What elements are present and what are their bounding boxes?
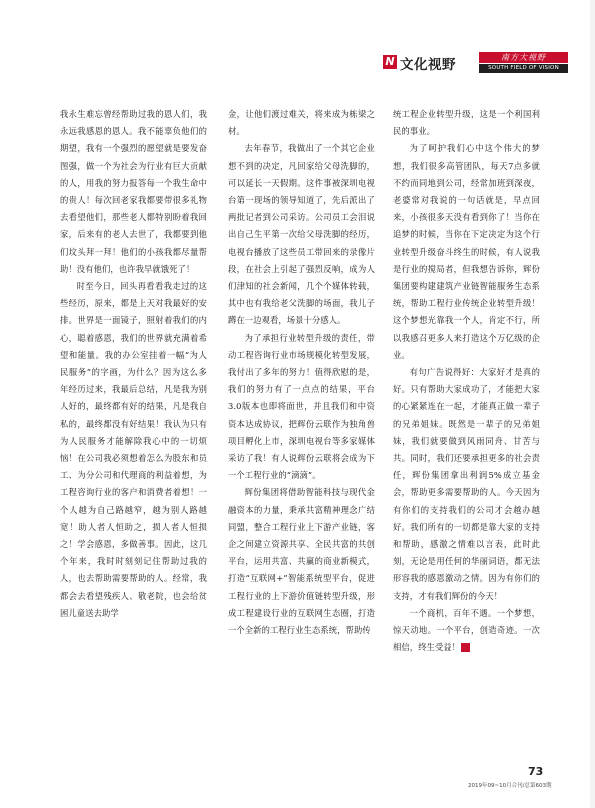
paragraph [393, 605, 540, 657]
text-column-1 [60, 106, 207, 622]
section-header [383, 52, 568, 74]
paragraph-text: 统工程企业转型升级，这是一个利国利民的事业。 [393, 109, 540, 137]
paragraph [393, 364, 540, 605]
page-number: 73 [528, 765, 544, 778]
paragraph-text: 金，让他们渡过难关，将来成为栋梁之材。 [228, 109, 375, 137]
paragraph-text: 为了承担行业转型升级的责任，带动工程咨询行业市场规模化转型发展，我付出了多年的努力！值得欣慰的是，我们的努力有了一点点的结果，平台3.0版本也即将面世，并且我们和中资资本达成协议，把辉份云联作为独角兽项目孵化上市，深圳电视台等多家媒体采访了我！有人说辉份云联将会成为下一个工程行业的“滴滴”。 [228, 332, 375, 481]
paragraph [393, 140, 540, 364]
paragraph-text: 一个商机，百年不遇。一个梦想，惊天动地。一个平台，创造奇迹。一次相信，终生受益！ [393, 607, 540, 653]
text-column-3 [393, 106, 540, 657]
paragraph [228, 140, 375, 329]
magazine-logo-icon: N [383, 55, 397, 69]
paragraph [228, 484, 375, 639]
paragraph-text: 为了呵护我们心中这个伟大的梦想，我们很多高管团队，每天7点多就不约而同地到公司，经常加班到深夜，老婆常对我说的一句话就是，早点回来，小孩很多天没有看到你了！当你在追梦的时候，当你在下定决定为这个行业转型升级奋斗终生的时候，有人说我是行业的搅局者，但我想告诉你，辉份集团要构建建筑产业链智能服务生态系统，帮助工程行业传统企业转型升级！这个梦想光靠我一个人，肯定不行，所以我感召更多人来打造这个万亿级的企业。 [393, 143, 540, 360]
article-end-icon: N [461, 643, 470, 652]
issue-info: 2019年09~10月合刊/总第603期 [468, 783, 552, 789]
section-title: 文化视野 [400, 57, 456, 73]
paragraph [60, 106, 207, 278]
paragraph [60, 278, 207, 622]
brand-chinese-name: 南方大视野 [479, 52, 568, 63]
paragraph [393, 106, 540, 140]
paragraph-text: 时至今日，回头再看看我走过的这些经历，原来，都是上天对我最好的安排。世界是一面镜子，照射着我们的内心，聪着感恩，我们的世界就充满着希望和能量。我的办公室挂着一幅“为人民服务”的字画，为什么？因为这么多年经历过来，我最后总结，凡是我为别人好的，最终都有好的结果，凡是我自私的，最终都没有好结果！我认为只有为人民服务才能解除我心中的一切烦恼！在公司我必须想着怎么为股东和员工、为分公司和代理商的利益着想，为工程咨询行业的客户和消费者着想！一个人越为自己路越窄，越为别人路越宽！助人者人恒助之，损人者人恒损之！学会感恩，多做善事。因此，这几个年来，我时时刻刻记住帮助过我的人，也去帮助需要帮助的人。经常，我都会去看望残疾人、敬老院，也会给贫困儿童送去助学 [60, 281, 207, 618]
paragraph-text: 辉份集团将借助智能科技与现代金融资本的力量，秉承共富精神理念广结同盟，整合工程行业上下游产业链，客企之间建立资源共享、全民共富的共创平台，运用共富、共赢的商业新模式，打造“互联网+”智能系统型平台，促进工程行业的上下游价值链转型升级，形成工程建设行业的互联网生态圈，打造一个全新的工程行业生态系统，帮助传 [228, 487, 375, 636]
brand-block [479, 52, 568, 73]
brand-english-name: SOUTH FIELD OF VISION [479, 64, 568, 73]
text-column-2 [228, 106, 375, 639]
paragraph [228, 106, 375, 140]
page-edge [590, 0, 595, 808]
paragraph-text: 我永生难忘曾经帮助过我的恩人们，我永远我感恩的恩人。我不能辜负他们的期望，我有一个强烈的愿望就是要发奋图强，做一个为社会为行业有巨大贡献的人，用我的努力报答每一个我生命中的贵人！每次回老家我都要带很多礼物去看望他们，那些老人都特别盼着我回家，后来有的老人去世了，我都要到他们坟头拜一拜！他们的小孩我都尽量帮助！没有他们，也许我早就饿死了！ [60, 109, 207, 274]
paragraph [228, 330, 375, 485]
paragraph-text: 去年春节，我做出了一个其它企业想不到的决定，凡回家给父母洗脚的，可以延长一天假期。这件事被深圳电视台第一现场的领导知道了，先后派出了两批记者到公司采访。公司员工会泪说出自己生平第一次给父母洗脚的经历，电视台播放了这些员工带回来的录像片段，在社会上引起了强烈反响，成为人们津知的社会新闻，几个个媒体转载，其中也有我给老父洗脚的场面，我儿子蹲在一边观看，场景十分感人。 [228, 143, 375, 326]
paragraph-text: 有句广告说得好：大家好才是真的好。只有帮助大家成功了，才能把大家的心紧紧连在一起，才能真正做一辈子的兄弟姐妹。既然是一辈子的兄弟姐妹，我们就要做到风雨同舟、甘苦与共。同时，我们还要承担更多的社会责任，辉份集团拿出利润5%成立基金会，帮助更多需要帮助的人。今天因为有你们的支持我们的公司才会越办越好。我们所有的一切都是靠大家的支持和帮助，感激之情难以言表，此时此刻，无论是用任何的华丽词语，都无法形容我的感恩激动之情。因为有你们的支持，才有我们辉份的今天！ [393, 367, 540, 601]
